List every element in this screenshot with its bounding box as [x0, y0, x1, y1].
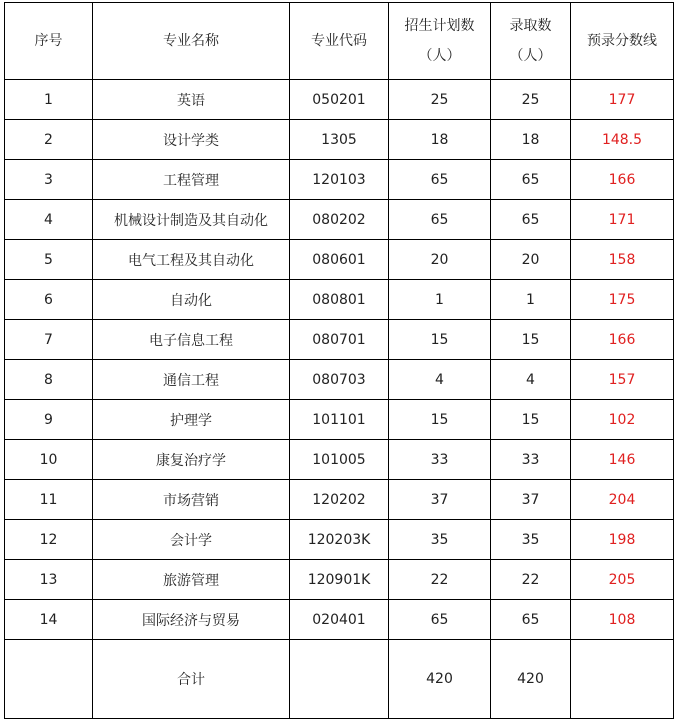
- total-plan: 420: [389, 640, 491, 719]
- row-plan: 33: [389, 440, 491, 480]
- row-major-name: 通信工程: [93, 360, 290, 400]
- table-row: [5, 200, 674, 240]
- header-plan-line1: 招生计划数: [404, 18, 475, 34]
- row-admitted: 33: [491, 440, 571, 480]
- row-plan: 4: [389, 360, 491, 400]
- row-admitted: 37: [491, 480, 571, 520]
- table-row: [5, 320, 674, 360]
- row-major-code: 080601: [290, 240, 389, 280]
- row-index: 3: [5, 160, 93, 200]
- row-admitted: 65: [491, 200, 571, 240]
- row-plan: 65: [389, 160, 491, 200]
- row-index: 4: [5, 200, 93, 240]
- total-row: [5, 640, 674, 719]
- header-admitted-line2: （人）: [509, 48, 552, 64]
- row-index: 5: [5, 240, 93, 280]
- row-major-code: 1305: [290, 120, 389, 160]
- row-index: 11: [5, 480, 93, 520]
- row-major-name: 英语: [93, 80, 290, 120]
- row-plan: 65: [389, 200, 491, 240]
- row-score-line: 205: [571, 560, 674, 600]
- total-label: 合计: [93, 640, 290, 719]
- row-major-name: 电子信息工程: [93, 320, 290, 360]
- row-index: 8: [5, 360, 93, 400]
- table-row: [5, 560, 674, 600]
- row-plan: 15: [389, 400, 491, 440]
- row-index: 7: [5, 320, 93, 360]
- table-row: [5, 600, 674, 640]
- header-score-line: 预录分数线: [571, 3, 674, 80]
- row-major-code: 120901K: [290, 560, 389, 600]
- row-index: 13: [5, 560, 93, 600]
- row-major-code: 101101: [290, 400, 389, 440]
- row-major-code: 020401: [290, 600, 389, 640]
- total-index-cell: [5, 640, 93, 719]
- row-score-line: 204: [571, 480, 674, 520]
- row-major-code: 080202: [290, 200, 389, 240]
- row-plan: 18: [389, 120, 491, 160]
- row-admitted: 20: [491, 240, 571, 280]
- row-index: 1: [5, 80, 93, 120]
- total-code-cell: [290, 640, 389, 719]
- row-plan: 25: [389, 80, 491, 120]
- row-score-line: 171: [571, 200, 674, 240]
- row-score-line: 102: [571, 400, 674, 440]
- row-major-name: 护理学: [93, 400, 290, 440]
- row-score-line: 175: [571, 280, 674, 320]
- row-score-line: 198: [571, 520, 674, 560]
- row-major-code: 050201: [290, 80, 389, 120]
- row-major-name: 康复治疗学: [93, 440, 290, 480]
- row-plan: 65: [389, 600, 491, 640]
- table-row: [5, 280, 674, 320]
- table-row: [5, 400, 674, 440]
- admission-table: [4, 2, 674, 719]
- row-score-line: 166: [571, 160, 674, 200]
- row-index: 12: [5, 520, 93, 560]
- row-major-name: 自动化: [93, 280, 290, 320]
- header-plan: [389, 3, 491, 80]
- row-major-name: 电气工程及其自动化: [93, 240, 290, 280]
- row-major-code: 120103: [290, 160, 389, 200]
- header-major-code: 专业代码: [290, 3, 389, 80]
- row-score-line: 177: [571, 80, 674, 120]
- row-major-name: 市场营销: [93, 480, 290, 520]
- row-score-line: 158: [571, 240, 674, 280]
- header-admitted-line1: 录取数: [509, 18, 552, 34]
- row-index: 6: [5, 280, 93, 320]
- row-major-name: 工程管理: [93, 160, 290, 200]
- row-plan: 1: [389, 280, 491, 320]
- row-score-line: 166: [571, 320, 674, 360]
- row-major-code: 080703: [290, 360, 389, 400]
- table-row: [5, 240, 674, 280]
- row-plan: 22: [389, 560, 491, 600]
- row-plan: 20: [389, 240, 491, 280]
- table-row: [5, 160, 674, 200]
- row-admitted: 1: [491, 280, 571, 320]
- row-major-code: 120202: [290, 480, 389, 520]
- header-major-name: 专业名称: [93, 3, 290, 80]
- row-score-line: 148.5: [571, 120, 674, 160]
- row-major-code: 080801: [290, 280, 389, 320]
- row-major-code: 080701: [290, 320, 389, 360]
- row-plan: 37: [389, 480, 491, 520]
- row-admitted: 22: [491, 560, 571, 600]
- row-index: 9: [5, 400, 93, 440]
- row-admitted: 65: [491, 600, 571, 640]
- row-score-line: 157: [571, 360, 674, 400]
- row-admitted: 4: [491, 360, 571, 400]
- row-major-name: 设计学类: [93, 120, 290, 160]
- table-row: [5, 80, 674, 120]
- row-admitted: 15: [491, 320, 571, 360]
- table-row: [5, 120, 674, 160]
- header-plan-line2: （人）: [418, 48, 461, 64]
- row-major-code: 120203K: [290, 520, 389, 560]
- table-row: [5, 520, 674, 560]
- table-header-row: [5, 3, 674, 80]
- table-row: [5, 480, 674, 520]
- total-admitted: 420: [491, 640, 571, 719]
- row-index: 10: [5, 440, 93, 480]
- header-index: 序号: [5, 3, 93, 80]
- row-score-line: 146: [571, 440, 674, 480]
- table-row: [5, 360, 674, 400]
- row-admitted: 25: [491, 80, 571, 120]
- row-index: 2: [5, 120, 93, 160]
- table-row: [5, 440, 674, 480]
- row-admitted: 35: [491, 520, 571, 560]
- row-major-name: 国际经济与贸易: [93, 600, 290, 640]
- row-major-code: 101005: [290, 440, 389, 480]
- row-admitted: 65: [491, 160, 571, 200]
- row-major-name: 会计学: [93, 520, 290, 560]
- total-score-cell: [571, 640, 674, 719]
- row-score-line: 108: [571, 600, 674, 640]
- row-admitted: 15: [491, 400, 571, 440]
- row-admitted: 18: [491, 120, 571, 160]
- row-major-name: 机械设计制造及其自动化: [93, 200, 290, 240]
- row-index: 14: [5, 600, 93, 640]
- row-plan: 15: [389, 320, 491, 360]
- row-plan: 35: [389, 520, 491, 560]
- row-major-name: 旅游管理: [93, 560, 290, 600]
- header-admitted: [491, 3, 571, 80]
